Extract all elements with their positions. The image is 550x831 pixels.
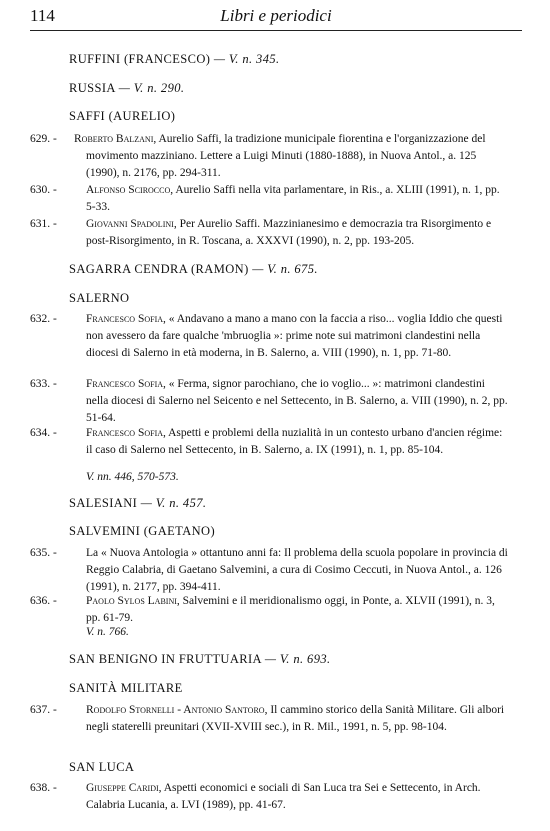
entry-author: Rodolfo Stornelli - Antonio Santoro: [86, 704, 265, 716]
entry-number: 629. -: [30, 133, 57, 145]
entry-text: , Salvemini e il meridionalismo oggi, in Ponte, a. XLVII (1991), n. 3, pp. 61-79.: [86, 595, 495, 624]
entry-text: , Aspetti e problemi della nuzialità in un contesto urbano d'ancien régime: il caso di Salerno nel Settecento, in B. Salerno, a. IX (1991), n. 1, pp. 85-104.: [86, 427, 503, 456]
subject-heading: [69, 496, 206, 511]
entry-author: Francesco Sofia: [86, 313, 164, 325]
subject-heading: [69, 760, 134, 775]
entry-author: Francesco Sofia: [86, 427, 164, 439]
heading-ref: — V. n. 693.: [264, 652, 331, 666]
entry-number: 637. -: [30, 704, 57, 716]
bibliography-entry: [30, 425, 510, 459]
bibliography-entry: [30, 376, 510, 427]
subject-heading: [69, 109, 175, 124]
page-number: 114: [30, 6, 55, 25]
heading-name: SAN LUCA: [69, 760, 135, 774]
heading-ref: — V. n. 345.: [213, 52, 280, 66]
entry-text: La « Nuova Antologia » ottantuno anni fa: Il problema della scuola popolare in provincia di Reggio Calabria, di Gaetano Salvemini, a cura di Cosimo Ceccuti, in Nuova Antol., a. 126 (1991), n. 2177, pp. 394-411.: [86, 547, 508, 593]
entry-author: Paolo Sylos Labini: [86, 595, 177, 607]
page-header: [30, 4, 522, 31]
entry-number: 635. -: [30, 547, 57, 559]
heading-ref: — V. n. 457.: [140, 496, 207, 510]
see-also: V. nn. 446, 570-573.: [86, 471, 179, 483]
entry-text: , Aspetti economici e sociali di San Luca tra Sei e Settecento, in Arch. Calabria Lucania, a. LVI (1989), pp. 41-67.: [86, 782, 481, 811]
bibliography-entry: [30, 545, 510, 596]
bibliography-entry: [30, 311, 510, 362]
entry-author: Roberto Balzani: [74, 133, 154, 145]
heading-ref: — V. n. 675.: [252, 262, 318, 276]
subject-heading: [69, 81, 184, 96]
bibliography-entry: [30, 216, 510, 250]
subject-heading: [69, 262, 318, 277]
heading-name: SALESIANI: [69, 496, 138, 510]
entry-text: , Aurelio Saffi nella vita parlamentare, in Ris., a. XLIII (1991), n. 1, pp. 5-33.: [86, 184, 500, 213]
heading-name: SALVEMINI (GAETANO): [69, 524, 216, 538]
subject-heading: [69, 524, 215, 539]
heading-name: SAGARRA CENDRA (RAMON): [69, 262, 249, 276]
bibliography-entry: [30, 593, 510, 627]
entry-text: , Aurelio Saffi, la tradizione municipale fiorentina e l'organizzazione del movimento mazziniano. Lettere a Luigi Minuti (1880-1888), in Nuova Antol., a. 125 (1990), n. 2176, pp. 294-311.: [86, 133, 486, 179]
entry-number: 634. -: [30, 427, 57, 439]
bibliography-entry: [30, 182, 510, 216]
bibliography-entry: [30, 131, 510, 182]
heading-name: SAFFI (AURELIO): [69, 109, 176, 123]
entry-number: 632. -: [30, 313, 57, 325]
entry-number: 638. -: [30, 782, 57, 794]
bibliography-entry: [30, 702, 510, 736]
entry-number: 633. -: [30, 378, 57, 390]
heading-name: SALERNO: [69, 291, 130, 305]
entry-author: Francesco Sofia: [86, 378, 164, 390]
subject-heading: [69, 681, 183, 696]
entry-author: Giuseppe Caridi: [86, 782, 159, 794]
see-also: V. n. 766.: [86, 626, 129, 638]
subject-heading: [69, 652, 331, 667]
heading-name: RUFFINI (FRANCESCO): [69, 52, 211, 66]
heading-name: RUSSIA: [69, 81, 116, 95]
subject-heading: [69, 291, 129, 306]
entry-text: , « Andavano a mano a mano con la faccia a riso... voglia Iddio che questi non avessero da fare qualche 'mbruoglia »: prime note sui matrimoni clandestini nella diocesi di Salerno in età moderna, in B. Salerno, a. VIII (1990), n. 1, pp. 71-80.: [86, 313, 503, 359]
entry-number: 636. -: [30, 595, 57, 607]
entry-number: 631. -: [30, 218, 57, 230]
bibliography-entry: [30, 780, 510, 814]
heading-name: SAN BENIGNO IN FRUTTUARIA: [69, 652, 262, 666]
subject-heading: [69, 52, 280, 67]
heading-name: SANITÀ MILITARE: [69, 681, 183, 695]
entry-text: , Il cammino storico della Sanità Militare. Gli albori negli staterelli preunitari (XVII-XVIII sec.), in R. Mil., 1991, n. 5, pp. 98-104.: [86, 704, 505, 733]
entry-number: 630. -: [30, 184, 57, 196]
entry-author: Giovanni Spadolini: [86, 218, 174, 230]
entry-text: , Per Aurelio Saffi. Mazzinianesimo e democrazia tra Risorgimento e post-Risorgimento, in R. Toscana, a. XXXVI (1990), n. 2, pp. 193-205.: [86, 218, 492, 247]
entry-text: , « Ferma, signor parochiano, che io voglio... »: matrimoni clandestini nella diocesi di Salerno nel Seicento e nel Settecento, in B. Salerno, a. VIII (1990), n. 2, pp. 51-64.: [86, 378, 508, 424]
entry-author: Alfonso Scirocco: [86, 184, 171, 196]
running-title: Libri e periodici: [220, 6, 332, 25]
heading-ref: — V. n. 290.: [118, 81, 185, 95]
